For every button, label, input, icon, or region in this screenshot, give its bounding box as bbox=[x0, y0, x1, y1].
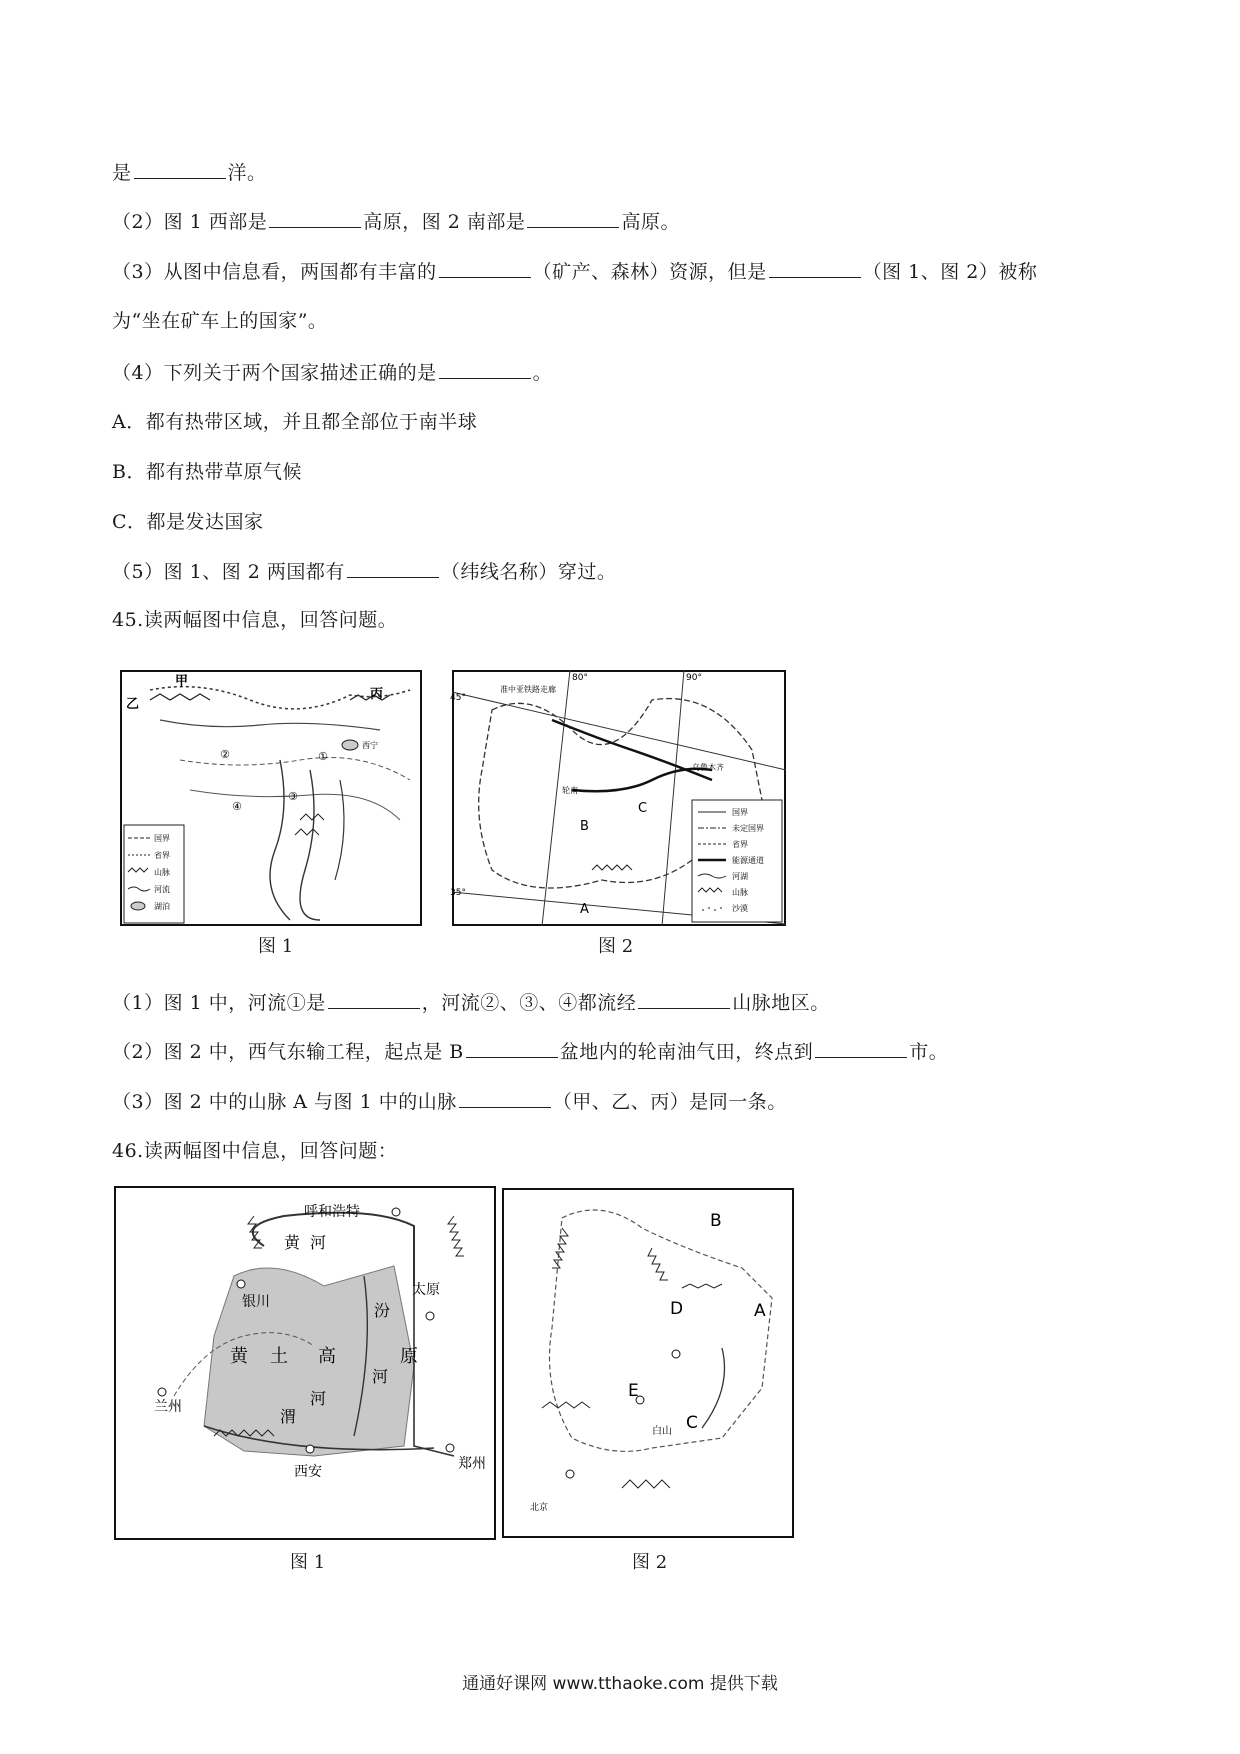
yellow-river-char-2: 河 bbox=[310, 1233, 327, 1252]
q44-sub2: （2）图 1 西部是 高原，图 2 南部是 高原。 bbox=[112, 211, 680, 233]
q46-fig1-caption: 图 1 bbox=[290, 1552, 326, 1573]
legend-item: 河湖 bbox=[732, 872, 748, 881]
taiyuan-label: 太原 bbox=[412, 1282, 440, 1298]
legend-item: 沙漠 bbox=[732, 904, 748, 913]
c-label: C bbox=[638, 801, 648, 816]
label-jia: 甲 bbox=[175, 674, 189, 689]
region-e-label: E bbox=[628, 1381, 639, 1401]
wei-river-char-1: 渭 bbox=[280, 1407, 297, 1426]
q46-title: 46.读两幅图中信息，回答问题： bbox=[112, 1140, 398, 1162]
legend-item: 山脉 bbox=[154, 868, 170, 877]
answer-blank[interactable] bbox=[459, 1089, 551, 1108]
corridor-label: 准中亚铁路走廊 bbox=[500, 685, 556, 694]
river-1-label: ① bbox=[318, 750, 328, 763]
answer-blank[interactable] bbox=[769, 259, 861, 278]
answer-blank[interactable] bbox=[527, 209, 619, 228]
baishan-label: 白山 bbox=[652, 1426, 672, 1437]
q44-line-ocean: 是 洋。 bbox=[112, 162, 267, 184]
answer-blank[interactable] bbox=[466, 1039, 558, 1058]
river-4-label: ④ bbox=[232, 800, 242, 813]
q45-title: 45.读两幅图中信息，回答问题。 bbox=[112, 609, 398, 631]
answer-blank[interactable] bbox=[638, 990, 730, 1009]
fen-river-label-2: 河 bbox=[372, 1367, 389, 1386]
answer-blank[interactable] bbox=[439, 360, 531, 379]
region-b-label: B bbox=[710, 1211, 722, 1231]
zhengzhou-label: 郑州 bbox=[458, 1456, 486, 1472]
answer-blank[interactable] bbox=[134, 160, 226, 179]
lanzhou-label: 兰州 bbox=[154, 1399, 182, 1415]
hohhot-label: 呼和浩特 bbox=[304, 1204, 360, 1220]
xian-label: 西安 bbox=[294, 1464, 322, 1480]
answer-blank[interactable] bbox=[815, 1039, 907, 1058]
lat-45-label: 45° bbox=[450, 693, 466, 703]
q46-fig2-caption: 图 2 bbox=[632, 1552, 668, 1573]
q44-sub3: （3）从图中信息看，两国都有丰富的 （矿产、森林）资源，但是 （图 1、图 2）被称 bbox=[112, 261, 1038, 283]
legend-item: 未定国界 bbox=[732, 824, 764, 833]
answer-blank[interactable] bbox=[439, 259, 531, 278]
q46-figure-1-map bbox=[114, 1186, 496, 1540]
legend-item: 能源通道 bbox=[732, 856, 764, 865]
answer-blank[interactable] bbox=[328, 990, 420, 1009]
q45-figure-1-map bbox=[120, 670, 422, 926]
label-xining: 西宁 bbox=[362, 741, 378, 750]
q45-sub2: （2）图 2 中，西气东输工程，起点是 B 盆地内的轮南油气田，终点到 市。 bbox=[112, 1041, 949, 1063]
q44-sub3-cont: 为“坐在矿车上的国家”。 bbox=[112, 310, 328, 332]
legend-item: 国界 bbox=[732, 808, 748, 817]
river-3-label: ③ bbox=[288, 790, 298, 803]
wei-river-char-2: 河 bbox=[310, 1389, 327, 1408]
lat-35-label: 35° bbox=[450, 888, 466, 898]
plateau-char-tu: 土 bbox=[270, 1346, 288, 1367]
q44-sub4: （4）下列关于两个国家描述正确的是 。 bbox=[112, 362, 553, 384]
plateau-char-gao: 高 bbox=[318, 1346, 336, 1367]
q46-figure-2-map bbox=[502, 1188, 794, 1538]
footer-source: 通通好课网 www.tthaoke.com 提供下载 bbox=[462, 1674, 778, 1694]
lon-90-label: 90° bbox=[686, 673, 702, 683]
region-c-label: C bbox=[686, 1413, 698, 1433]
q44-sub5: （5）图 1、图 2 两国都有 （纬线名称）穿过。 bbox=[112, 561, 617, 583]
plateau-char-huang: 黄 bbox=[230, 1346, 248, 1367]
q45-fig1-legend bbox=[124, 825, 184, 923]
q45-fig2-legend bbox=[692, 800, 782, 922]
legend-item: 国界 bbox=[154, 834, 170, 843]
fen-river-label: 汾 bbox=[374, 1301, 391, 1320]
q45-sub1: （1）图 1 中，河流①是 ，河流②、③、④都流经 山脉地区。 bbox=[112, 992, 830, 1014]
answer-blank[interactable] bbox=[347, 559, 439, 578]
legend-item: 省界 bbox=[154, 851, 170, 860]
label-bing: 丙 bbox=[370, 687, 384, 702]
yellow-river-char-1: 黄 bbox=[284, 1233, 301, 1252]
q45-sub3: （3）图 2 中的山脉 A 与图 1 中的山脉 （甲、乙、丙）是同一条。 bbox=[112, 1091, 787, 1113]
plateau-char-yuan: 原 bbox=[400, 1346, 418, 1367]
urumqi-label: 乌鲁木齐 bbox=[692, 763, 724, 772]
q45-fig2-caption: 图 2 bbox=[598, 936, 634, 957]
q45-figure-2-map bbox=[452, 670, 786, 926]
label-yi: 乙 bbox=[126, 697, 140, 712]
beijing-label: 北京 bbox=[530, 1503, 549, 1513]
q45-fig1-caption: 图 1 bbox=[258, 936, 294, 957]
region-d-label: D bbox=[670, 1299, 684, 1319]
lon-80-label: 80° bbox=[572, 673, 588, 683]
answer-blank[interactable] bbox=[269, 209, 361, 228]
legend-item: 湖泊 bbox=[154, 902, 170, 911]
legend-item: 省界 bbox=[732, 840, 748, 849]
lunnan-label: 轮南 bbox=[562, 786, 578, 795]
legend-item: 山脉 bbox=[732, 888, 748, 897]
basin-b-label: B bbox=[580, 819, 589, 834]
q44-option-c: C．都是发达国家 bbox=[112, 511, 264, 533]
mountain-a-label: A bbox=[580, 902, 589, 917]
q44-option-a: A．都有热带区域，并且都全部位于南半球 bbox=[112, 411, 478, 433]
river-2-label: ② bbox=[220, 748, 230, 761]
yinchuan-label: 银川 bbox=[242, 1294, 270, 1310]
river-a-label: A bbox=[754, 1301, 766, 1321]
q44-option-b: B．都有热带草原气候 bbox=[112, 461, 302, 483]
legend-item: 河流 bbox=[154, 885, 170, 894]
